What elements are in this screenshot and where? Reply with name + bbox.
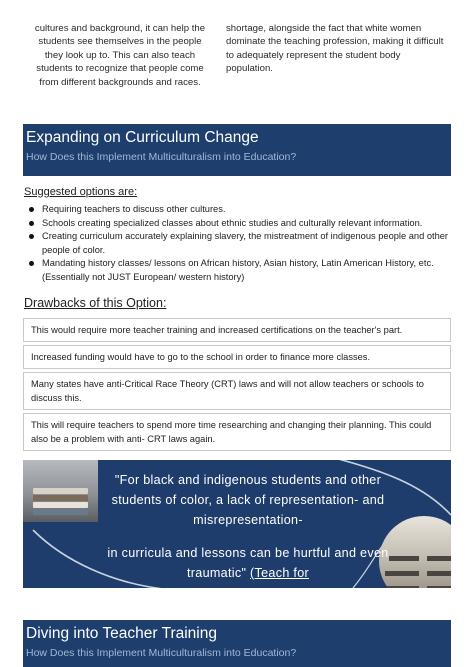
quote-body: in curricula and lessons can be hurtful and even traumatic" <box>107 546 389 580</box>
right-column-text: shortage, alongside the fact that white women dominate the teaching profession, making it difficult to adequately represent the student body population. <box>226 23 444 75</box>
list-item: Requiring teachers to discuss other cultures. <box>42 203 467 216</box>
drawback-box: This would require more teacher training and increased certifications on the teacher's part. <box>23 318 451 342</box>
drawback-box: Many states have anti-Critical Race Theory (CRT) laws and will not allow teachers or schools to discuss this. <box>23 372 451 410</box>
drawbacks-label: Drawbacks of this Option: <box>24 296 167 310</box>
teacher-training-banner <box>23 620 451 667</box>
quote-text-part1: "For black and indigenous students and other students of color, a lack of representation- and misrepresentation- <box>111 473 385 527</box>
list-item: Schools creating specialized classes about ethnic studies and culturally relevant information. <box>42 217 467 230</box>
books-photo <box>23 460 98 522</box>
section-subtitle: How Does this Implement Multiculturalism into Education? <box>26 647 297 659</box>
drawback-box: Increased funding would have to go to the school in order to finance more classes. <box>23 345 451 369</box>
list-item: Mandating history classes/ lessons on African history, Asian history, Latin American History, etc. (Essentially not JUST European/ western history) <box>42 257 467 283</box>
options-label: Suggested options are: <box>24 186 138 198</box>
list-item: Creating curriculum accurately explaining slavery, the mistreatment of indigenous people and other people of color. <box>42 230 467 256</box>
drawback-box: This will require teachers to spend more time researching and changing their planning. This could also be a problem with anti- CRT laws again. <box>23 413 451 451</box>
quote-text-part2 <box>93 543 403 583</box>
section-subtitle: How Does this Implement Multiculturalism into Education? <box>26 151 297 163</box>
left-column-text: cultures and background, it can help the students see themselves in the people they look up to. This can also teach students to recognize that people come from different backgrounds and races. <box>34 23 206 88</box>
options-list <box>24 203 467 284</box>
quote-panel <box>23 460 451 588</box>
quote-source-link[interactable]: (Teach for <box>250 566 310 580</box>
curriculum-change-banner <box>23 124 451 176</box>
section-title: Diving into Teacher Training <box>26 625 217 642</box>
section-title: Expanding on Curriculum Change <box>26 129 259 146</box>
